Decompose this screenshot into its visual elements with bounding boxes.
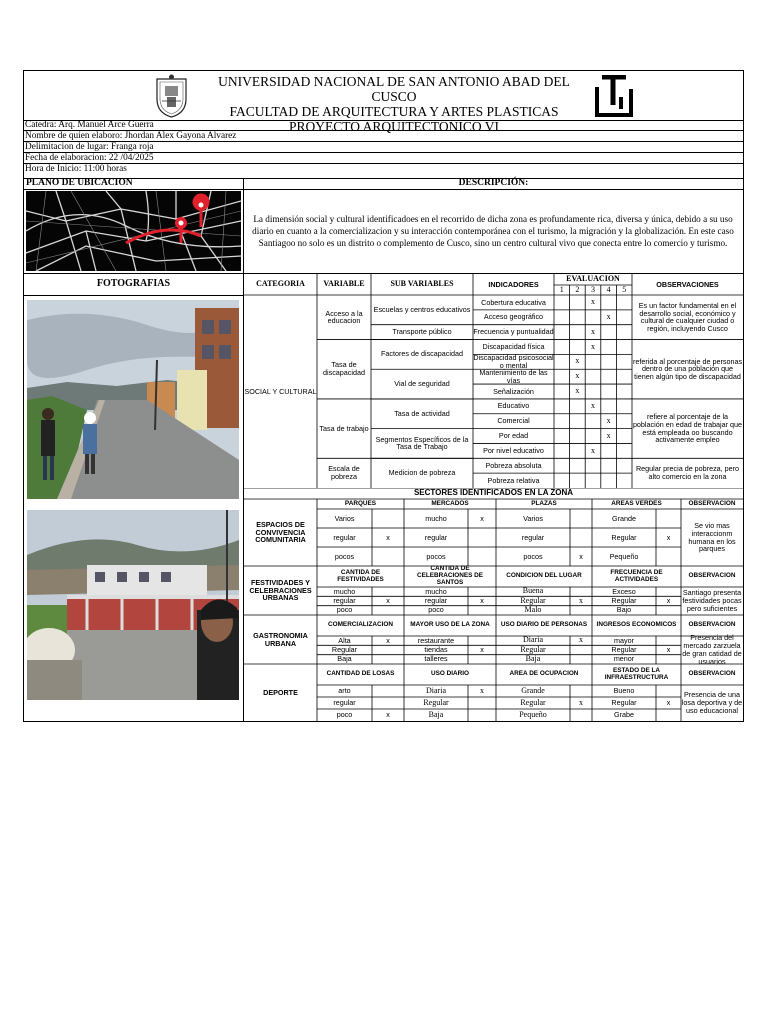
sector-value: Pequeño <box>519 709 547 719</box>
scale-2: 2 <box>575 284 580 294</box>
header-indicadores: INDICADORES <box>488 279 539 289</box>
sector-mark <box>656 685 681 697</box>
sector-mark <box>372 685 404 697</box>
sector-mark <box>468 587 496 596</box>
evaluation-mark: x <box>590 297 595 307</box>
indicador-row: Mantenimiento de las vías <box>479 367 548 385</box>
observacion-cell: Es un factor fundamental en el desarrollo social, económico y cultural de cualquier ciudad o región, incluyendo Cusco <box>638 300 737 334</box>
sector-value: regular <box>424 596 448 606</box>
observacion-cell: referida al porcentaje de personas dentro de una población que tienen algún tipo de discapacidad <box>632 356 743 382</box>
sector-value: Baja <box>525 654 541 663</box>
sector-value: regular <box>333 532 356 542</box>
evaluation-mark: x <box>606 430 611 440</box>
sector-mark <box>468 547 496 566</box>
evaluation-mark: x <box>606 311 611 321</box>
social-cultural-table <box>244 274 743 488</box>
sector-mark: x <box>579 697 583 707</box>
indicador-row: Frecuencia y puntualidad <box>473 327 554 337</box>
header-categoria: CATEGORIA <box>256 279 305 289</box>
sector-mark: x <box>666 596 671 606</box>
observacion-cell: Regular precia de pobreza, pero alto comercio en la zona <box>635 464 740 482</box>
sector-value: pocos <box>334 551 355 561</box>
sector-value: Pequeño <box>609 551 639 561</box>
sector-value: Alta <box>338 635 351 645</box>
sector-value: Regular <box>520 644 546 654</box>
sector-value: poco <box>336 605 353 615</box>
sector-mark <box>372 606 404 615</box>
sector-mark: x <box>579 595 583 605</box>
info-catedra: Catedra: Arq. Manuel Arce Guerra <box>24 120 743 131</box>
sector-label: ESPACIOS DE CONVIVENCIA COMUNITARIA <box>255 519 306 545</box>
sector-value: Grande <box>612 513 636 523</box>
sector-header: MAYOR USO DE LA ZONA <box>410 621 490 629</box>
sector-header: OBSERVACION <box>688 670 736 678</box>
sector-header: CANTIDA DE FESTIVIDADES <box>337 568 384 583</box>
sector-header: CONDICION DEL LUGAR <box>506 572 582 580</box>
sector-mark <box>468 655 496 664</box>
sector-mark: x <box>480 685 484 695</box>
sector-value: Regular <box>331 645 358 655</box>
sector-header: ESTADO DE LA INFRAESTRUCTURA <box>604 666 669 681</box>
sector-mark <box>372 645 404 654</box>
sector-value: pocos <box>426 551 446 561</box>
street-photo-2 <box>27 510 239 700</box>
sector-mark <box>468 709 496 721</box>
sector-value: tiendas <box>424 645 448 655</box>
sector-mark <box>656 547 681 566</box>
evaluation-sheet <box>23 70 744 722</box>
sector-mark <box>570 645 592 654</box>
university-seal-icon <box>153 73 190 118</box>
sector-value: Grande <box>521 685 545 695</box>
sector-mark: x <box>666 532 671 542</box>
sector-value: menor <box>613 654 635 664</box>
subvariable-cell: Medicion de pobreza <box>388 468 456 478</box>
street-photo-1 <box>27 300 239 499</box>
sectores-title: SECTORES IDENTIFICADOS EN LA ZONA <box>413 488 574 498</box>
sector-header: INGRESOS ECONOMICOS <box>596 621 677 629</box>
indicador-row: Pobreza absoluta <box>485 460 542 470</box>
sector-value: Regular <box>611 698 637 708</box>
indicador-row: Acceso geográfico <box>483 312 544 322</box>
sector-header: PLAZAS <box>531 499 557 507</box>
header-evaluacion: EVALUACION <box>566 274 620 284</box>
sector-mark: x <box>386 635 390 645</box>
sector-header: OBSERVACION <box>688 621 736 629</box>
sector-mark: x <box>666 698 671 708</box>
sector-mark <box>372 509 404 528</box>
indicador-row: Discapacidad psicosocial o mental <box>473 353 554 370</box>
sector-header: AREA DE OCUPACION <box>509 670 579 678</box>
sector-value: Baja <box>428 709 444 719</box>
faculty-name: FACULTAD DE ARQUITECTURA Y ARTES PLASTICAS <box>229 104 559 119</box>
evaluation-mark: x <box>590 445 595 455</box>
indicador-row: Cobertura educativa <box>481 297 546 307</box>
location-map <box>26 191 241 271</box>
sector-header: OBSERVACION <box>688 499 736 507</box>
sector-value: Regular <box>423 697 449 707</box>
sector-mark <box>372 697 404 709</box>
sector-value: restaurante <box>417 635 455 645</box>
scale-1: 1 <box>559 284 564 294</box>
sector-value: poco <box>428 605 444 615</box>
sector-mark <box>656 606 681 615</box>
sector-header: CANTIDA DE CELEBRACIONES DE SANTOS <box>416 565 484 586</box>
fotos-title: FOTOGRAFIAS <box>96 278 171 290</box>
sector-value: regular <box>333 698 356 708</box>
evaluation-mark: x <box>590 341 595 351</box>
sector-mark: x <box>480 645 484 655</box>
sector-value: poco <box>336 710 353 720</box>
subvariable-cell: Vial de seguridad <box>394 379 450 389</box>
sector-value: Regular <box>611 645 637 655</box>
sector-mark <box>372 655 404 664</box>
sector-label: DEPORTE <box>263 687 298 697</box>
evaluation-mark: x <box>575 356 580 366</box>
sector-label: FESTIVIDADES Y CELEBRACIONES URBANAS <box>249 577 312 603</box>
evaluation-mark: x <box>575 371 580 381</box>
sector-value: mucho <box>425 513 447 523</box>
sector-observacion: Presencia de una losa deportiva y de uso educacional <box>681 690 743 715</box>
sector-mark <box>656 509 681 528</box>
descripcion-text: La dimensión social y cultural identificadoes en el recorrido de dicha zona es profundamente rica, diversa y única, debido a su uso diario en cuanto a la comercializacion y su interacción contemporánea con el turismo, la migración y la globalización. En este caso Santiagoo no solo es un distrito o complemento de Cusco, sino un centro cultural vivo que conecta entre lo comercio y turismo. <box>252 213 734 249</box>
sector-value: Varios <box>523 513 543 523</box>
sector-mark <box>656 587 681 596</box>
subvariable-cell: Segmentos Específicos de la Tasa de Trabajo <box>375 434 469 452</box>
sector-observacion: Presencia del mercado zarzuela de gran catidad de usuarios <box>682 633 742 666</box>
sector-mark <box>570 685 592 697</box>
sector-observacion: Se vio mas interaccionm humana en los parques <box>688 520 736 554</box>
sector-mark <box>570 528 592 547</box>
sector-mark <box>656 709 681 721</box>
variable-cell: Tasa de trabajo <box>319 423 369 433</box>
indicador-row: Comercial <box>497 416 530 426</box>
indicador-row: Por nivel educativo <box>483 445 544 455</box>
sector-value: Buena <box>522 586 544 596</box>
sector-header: CANTIDAD DE LOSAS <box>326 670 395 678</box>
evaluation-mark: x <box>606 415 611 425</box>
sector-mark <box>656 655 681 664</box>
sector-mark <box>570 709 592 721</box>
sector-mark <box>570 587 592 596</box>
sector-value: Grabe <box>614 710 634 720</box>
sector-value: talleres <box>424 654 448 664</box>
sector-header: AREAS VERDES <box>611 499 662 507</box>
sector-value: Exceso <box>612 586 636 596</box>
sector-value: Regular <box>520 595 546 605</box>
sector-mark <box>656 636 681 645</box>
sector-header: COMERCIALIZACION <box>328 621 393 629</box>
sector-header: PARQUES <box>344 499 377 507</box>
sector-mark: x <box>386 532 390 542</box>
variable-cell: Escala de pobreza <box>328 464 360 482</box>
sector-mark <box>468 528 496 547</box>
indicador-row: Señalización <box>493 386 534 396</box>
info-delimitacion: Delimitacion de lugar: Franga roja <box>24 142 743 153</box>
subvariable-cell: Factores de discapacidad <box>381 349 463 359</box>
sector-header: USO DIARIO DE PERSONAS <box>500 621 588 629</box>
sectores-table <box>244 488 743 721</box>
scale-5: 5 <box>622 284 627 294</box>
sector-mark <box>372 587 404 596</box>
categoria-cell: SOCIAL Y CULTURAL <box>244 386 317 396</box>
sector-mark <box>468 636 496 645</box>
sector-value: regular <box>424 532 448 542</box>
sector-value: pocos <box>523 551 543 561</box>
scale-4: 4 <box>606 284 611 294</box>
sector-mark: x <box>579 551 583 561</box>
sector-mark: x <box>386 710 390 720</box>
sector-mark <box>570 509 592 528</box>
subvariable-cell: Escuelas y centros educativos <box>373 304 471 314</box>
sector-value: Bajo <box>616 605 632 615</box>
plano-title: PLANO DE UBICACION <box>26 178 133 189</box>
sector-header: MERCADOS <box>431 499 469 507</box>
info-fecha: Fecha de elaboracion: 22 /04/2025 <box>24 153 743 164</box>
indicador-row: Discapacidad física <box>482 342 545 352</box>
sector-header: OBSERVACION <box>688 572 736 580</box>
evaluation-mark: x <box>590 401 595 411</box>
subvariable-cell: Transporte público <box>392 327 452 337</box>
sector-mark <box>468 606 496 615</box>
variable-cell: Tasa de discapacidad <box>323 360 365 378</box>
sector-mark: x <box>386 596 390 606</box>
sector-header: USO DIARIO <box>431 670 469 678</box>
observacion-cell: refiere al porcentaje de la población en edad de trabajar que está empleada oo buscando activamente empleo <box>632 412 743 445</box>
sector-value: Bueno <box>613 686 635 696</box>
sector-value: Malo <box>524 605 542 614</box>
header-variable: VARIABLE <box>323 279 365 289</box>
sector-value: Varios <box>334 513 355 523</box>
sector-header: FRECUENCIA DE ACTIVIDADES <box>610 568 663 583</box>
sector-value: Regular <box>611 596 637 606</box>
sector-observacion: Santiago presenta festividades pocas pero suficientes <box>682 588 742 613</box>
sector-mark <box>468 697 496 709</box>
university-name: UNIVERSIDAD NACIONAL DE SAN ANTONIO ABAD DEL CUSCO <box>218 74 570 104</box>
sector-value: Diaria <box>523 635 543 645</box>
evaluation-mark: x <box>575 386 580 396</box>
sector-label: GASTRONOMIA URBANA <box>253 630 308 648</box>
sector-value: regular <box>333 596 356 606</box>
indicador-row: Por edad <box>498 431 529 441</box>
descripcion-title: DESCRIPCIÓN: <box>458 178 529 189</box>
sector-value: mayor <box>614 635 634 645</box>
sector-mark <box>570 606 592 615</box>
sector-mark: x <box>480 513 484 523</box>
sector-value: Diaria <box>426 685 446 695</box>
sector-value: mucho <box>425 586 447 596</box>
header-observaciones: OBSERVACIONES <box>656 279 719 289</box>
scale-3: 3 <box>590 284 595 294</box>
sector-value: Regular <box>611 532 637 542</box>
sector-mark <box>372 547 404 566</box>
sector-value: regular <box>521 532 545 542</box>
sector-value: Baja <box>337 654 352 664</box>
evaluation-mark: x <box>590 326 595 336</box>
sector-mark: x <box>480 596 484 606</box>
sector-mark <box>570 655 592 664</box>
project-name: PROYECTO ARQUITECTONICO VI <box>288 119 499 134</box>
indicador-row: Pobreza relativa <box>487 475 540 485</box>
sector-value: Regular <box>520 697 546 707</box>
sector-mark: x <box>579 635 583 645</box>
info-autor: Nombre de quien elaboro: Jhordan Alex Gayona Alvarez <box>24 131 743 142</box>
header-subvariables: SUB VARIABLES <box>390 279 454 289</box>
subvariable-cell: Tasa de actividad <box>394 408 450 418</box>
faculty-logo-icon <box>594 75 634 117</box>
sector-value: mucho <box>333 586 356 596</box>
sector-mark: x <box>666 645 671 655</box>
indicador-row: Educativo <box>497 401 530 411</box>
variable-cell: Acceso a la educacion <box>325 308 363 326</box>
sector-value: arto <box>338 686 351 696</box>
info-hora: Hora de Inicio: 11:00 horas <box>25 164 127 174</box>
